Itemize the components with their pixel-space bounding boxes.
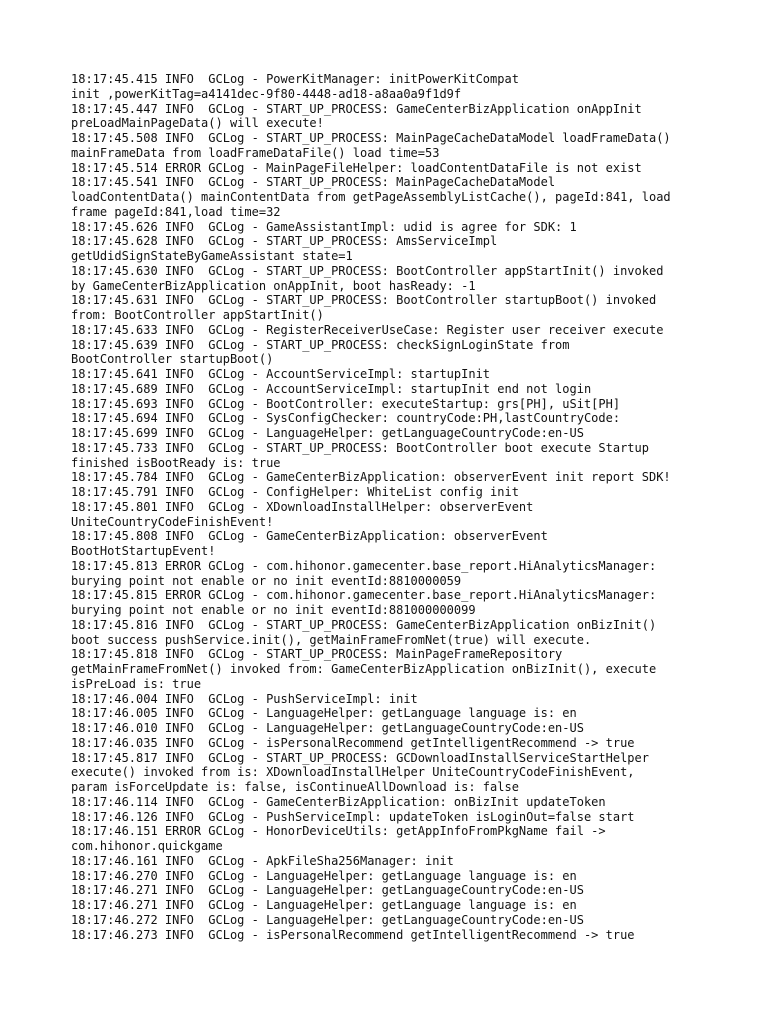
log-line: 18:17:45.630 INFO GCLog - START_UP_PROCESS: BootController appStartInit() invoked — [71, 263, 664, 278]
log-line: by GameCenterBizApplication onAppInit, boot hasReady: -1 — [71, 278, 476, 293]
log-line: 18:17:45.514 ERROR GCLog - MainPageFileHelper: loadContentDataFile is not exist — [71, 160, 642, 175]
log-line: 18:17:45.791 INFO GCLog - ConfigHelper: WhiteList config init — [71, 485, 519, 499]
log-line: loadContentData() mainContentData from getPageAssemblyListCache(), pageId:841, load — [71, 190, 671, 204]
log-line: param isForceUpdate is: false, isContinueAllDownload is: false — [71, 780, 519, 794]
log-line: 18:17:45.639 INFO GCLog - START_UP_PROCESS: checkSignLoginState from — [71, 337, 570, 352]
log-line: 18:17:45.813 ERROR GCLog - com.hihonor.gamecenter.base_report.HiAnalyticsManager: — [71, 558, 657, 573]
log-line: BootController startupBoot() — [71, 352, 274, 367]
log-line: 18:17:46.005 INFO GCLog - LanguageHelper: getLanguage language is: en — [71, 706, 577, 721]
log-line: BootHotStartupEvent! — [71, 544, 216, 558]
log-line: getMainFrameFromNet() invoked from: GameCenterBizApplication onBizInit(), execute — [71, 662, 657, 676]
log-line: 18:17:46.126 INFO GCLog - PushServiceImpl: updateToken isLoginOut=false start — [71, 809, 635, 824]
log-line: 18:17:46.270 INFO GCLog - LanguageHelper: getLanguage language is: en — [71, 868, 577, 883]
log-line: 18:17:46.151 ERROR GCLog - HonorDeviceUtils: getAppInfoFromPkgName fail -> — [71, 824, 606, 839]
log-line: 18:17:45.689 INFO GCLog - AccountServiceImpl: startupInit end not login — [71, 381, 592, 396]
log-line: 18:17:46.114 INFO GCLog - GameCenterBizApplication: onBizInit updateToken — [71, 794, 606, 809]
log-line: 18:17:45.631 INFO GCLog - START_UP_PROCESS: BootController startupBoot() invoked — [71, 293, 657, 308]
log-line: 18:17:45.541 INFO GCLog - START_UP_PROCESS: MainPageCacheDataModel — [71, 175, 556, 190]
log-line: 18:17:45.818 INFO GCLog - START_UP_PROCESS: MainPageFrameRepository — [71, 647, 563, 662]
log-line: from: BootController appStartInit() — [71, 308, 324, 322]
log-line: com.hihonor.quickgame — [71, 839, 223, 853]
log-line: burying point not enable or no init eventId:881000000099 — [71, 603, 476, 617]
log-line: init ,powerKitTag=a4141dec-9f80-4448-ad18-a8aa0a9f1d9f — [71, 86, 462, 101]
log-line: finished isBootReady is: true — [71, 455, 281, 470]
log-line: 18:17:45.699 INFO GCLog - LanguageHelper: getLanguageCountryCode:en-US — [71, 426, 584, 440]
log-line: mainFrameData from loadFrameDataFile() load time=53 — [71, 145, 440, 160]
log-line: preLoadMainPageData() will execute! — [71, 116, 324, 131]
log-text-block — [71, 72, 711, 942]
log-line: 18:17:45.784 INFO GCLog - GameCenterBizApplication: observerEvent init report SDK! — [71, 470, 671, 485]
log-line: 18:17:45.641 INFO GCLog - AccountServiceImpl: startupInit — [71, 367, 491, 381]
log-line: execute() invoked from is: XDownloadInstallHelper UniteCountryCodeFinishEvent, — [71, 765, 635, 780]
log-line: 18:17:45.628 INFO GCLog - START_UP_PROCESS: AmsServiceImpl — [71, 234, 498, 249]
log-line: 18:17:46.004 INFO GCLog - PushServiceImpl: init — [71, 691, 418, 706]
log-line: 18:17:46.271 INFO GCLog - LanguageHelper: getLanguage language is: en — [71, 898, 577, 912]
log-line: 18:17:45.693 INFO GCLog - BootController: executeStartup: grs[PH], uSit[PH] — [71, 396, 621, 411]
log-line: 18:17:45.816 INFO GCLog - START_UP_PROCESS: GameCenterBizApplication onBizInit() — [71, 617, 657, 632]
log-line: 18:17:45.817 INFO GCLog - START_UP_PROCESS: GCDownloadInstallServiceStartHelper — [71, 750, 649, 765]
log-line: 18:17:46.273 INFO GCLog - isPersonalRecommend getIntelligentRecommend -> true — [71, 927, 635, 942]
log-line: burying point not enable or no init eventId:8810000059 — [71, 573, 462, 588]
log-line: 18:17:45.633 INFO GCLog - RegisterReceiverUseCase: Register user receiver execute — [71, 322, 664, 337]
log-line: getUdidSignStateByGameAssistant state=1 — [71, 249, 353, 263]
log-line: 18:17:46.161 INFO GCLog - ApkFileSha256Manager: init — [71, 853, 454, 868]
log-line: UniteCountryCodeFinishEvent! — [71, 514, 274, 529]
log-line: 18:17:45.694 INFO GCLog - SysConfigChecker: countryCode:PH,lastCountryCode: — [71, 411, 621, 426]
log-line: 18:17:46.010 INFO GCLog - LanguageHelper: getLanguageCountryCode:en-US — [71, 721, 584, 735]
log-line: 18:17:45.808 INFO GCLog - GameCenterBizApplication: observerEvent — [71, 529, 548, 544]
log-line: 18:17:45.815 ERROR GCLog - com.hihonor.gamecenter.base_report.HiAnalyticsManager: — [71, 588, 657, 603]
log-line: boot success pushService.init(), getMainFrameFromNet(true) will execute. — [71, 632, 592, 647]
log-line: 18:17:45.801 INFO GCLog - XDownloadInstallHelper: observerEvent — [71, 499, 534, 514]
log-line: 18:17:45.626 INFO GCLog - GameAssistantImpl: udid is agree for SDK: 1 — [71, 219, 577, 234]
log-line: frame pageId:841,load time=32 — [71, 204, 281, 219]
log-line: 18:17:45.415 INFO GCLog - PowerKitManager: initPowerKitCompat — [71, 72, 519, 86]
log-line: 18:17:45.733 INFO GCLog - START_UP_PROCESS: BootController boot execute Startup — [71, 440, 649, 455]
log-line: 18:17:46.035 INFO GCLog - isPersonalRecommend getIntelligentRecommend -> true — [71, 735, 635, 750]
log-line: 18:17:45.508 INFO GCLog - START_UP_PROCESS: MainPageCacheDataModel loadFrameData() — [71, 131, 671, 145]
log-line: 18:17:45.447 INFO GCLog - START_UP_PROCESS: GameCenterBizApplication onAppInit — [71, 101, 642, 116]
log-line: 18:17:46.271 INFO GCLog - LanguageHelper: getLanguageCountryCode:en-US — [71, 883, 584, 898]
log-line: isPreLoad is: true — [71, 676, 202, 691]
log-line: 18:17:46.272 INFO GCLog - LanguageHelper: getLanguageCountryCode:en-US — [71, 912, 584, 927]
